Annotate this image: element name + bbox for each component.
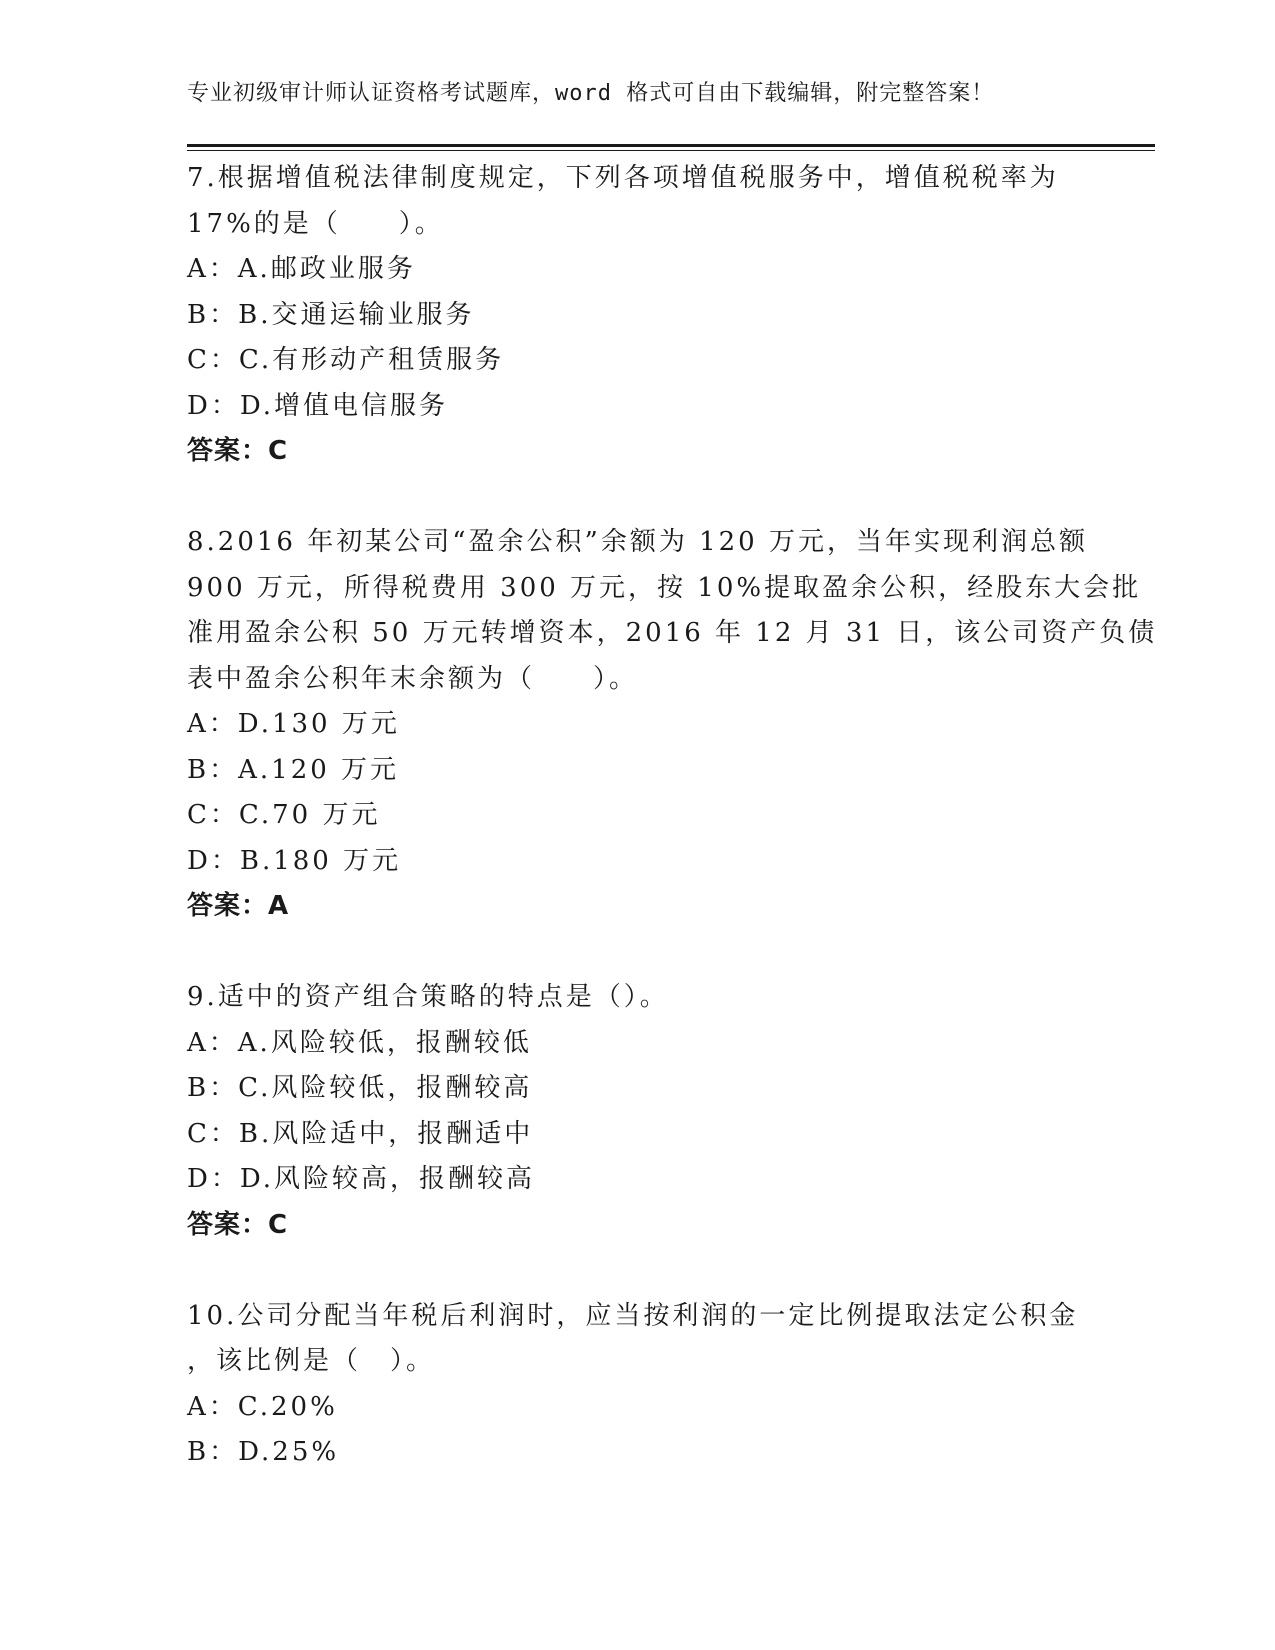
option-c: C：B.风险适中，报酬适中 (187, 1118, 534, 1149)
question-stem: 17%的是（ ）。 (187, 208, 444, 239)
option-a: A：D.130 万元 (187, 709, 400, 739)
question-stem: 7.根据增值税法律制度规定，下列各项增值税服务中，增值税税率为 (187, 163, 1059, 193)
question-stem: 表中盈余公积年末余额为（ ）。 (187, 663, 639, 694)
option-a: A：A.风险较低，报酬较低 (187, 1027, 532, 1058)
question-8 (187, 520, 1158, 930)
question-stem: 9.适中的资产组合策略的特点是（）。 (187, 982, 669, 1012)
question-7 (187, 156, 1087, 475)
spacer (187, 475, 1087, 521)
answer: 答案：C (187, 1209, 289, 1240)
option-a: A：C.20% (187, 1391, 338, 1422)
option-b: B：D.25% (187, 1437, 340, 1467)
page-header: 专业初级审计师认证资格考试题库，word 格式可自由下载编辑，附完整答案！ (187, 81, 995, 106)
question-stem: ，该比例是（ ）。 (187, 1346, 436, 1376)
question-10 (187, 1294, 1087, 1476)
spacer (187, 1248, 1087, 1294)
question-stem: 10.公司分配当年税后利润时，应当按利润的一定比例提取法定公积金 (187, 1300, 1079, 1331)
header-divider-thick (187, 144, 1155, 147)
question-stem: 准用盈余公积 50 万元转增资本，2016 年 12 月 31 日，该公司资产负债 (187, 618, 1158, 648)
option-d: D：D.增值电信服务 (187, 390, 449, 421)
option-d: D：B.180 万元 (187, 845, 402, 876)
option-b: B：B.交通运输业服务 (187, 299, 475, 330)
option-a: A：A.邮政业服务 (187, 254, 416, 284)
option-c: C：C.有形动产租赁服务 (187, 345, 505, 375)
question-list (187, 156, 1158, 1476)
answer: 答案：A (187, 891, 290, 921)
question-9 (187, 975, 1087, 1248)
answer: 答案：C (187, 436, 289, 466)
option-b: B：A.120 万元 (187, 754, 400, 785)
question-stem: 8.2016 年初某公司“盈余公积”余额为 120 万元，当年实现利润总额 (187, 527, 1088, 557)
spacer (187, 930, 1087, 976)
option-d: D：D.风险较高，报酬较高 (187, 1164, 536, 1194)
option-c: C：C.70 万元 (187, 800, 381, 830)
question-stem: 900 万元，所得税费用 300 万元，按 10%提取盈余公积，经股东大会批 (187, 572, 1142, 603)
option-b: B：C.风险较低，报酬较高 (187, 1073, 533, 1103)
header-divider-thin (187, 150, 1155, 151)
